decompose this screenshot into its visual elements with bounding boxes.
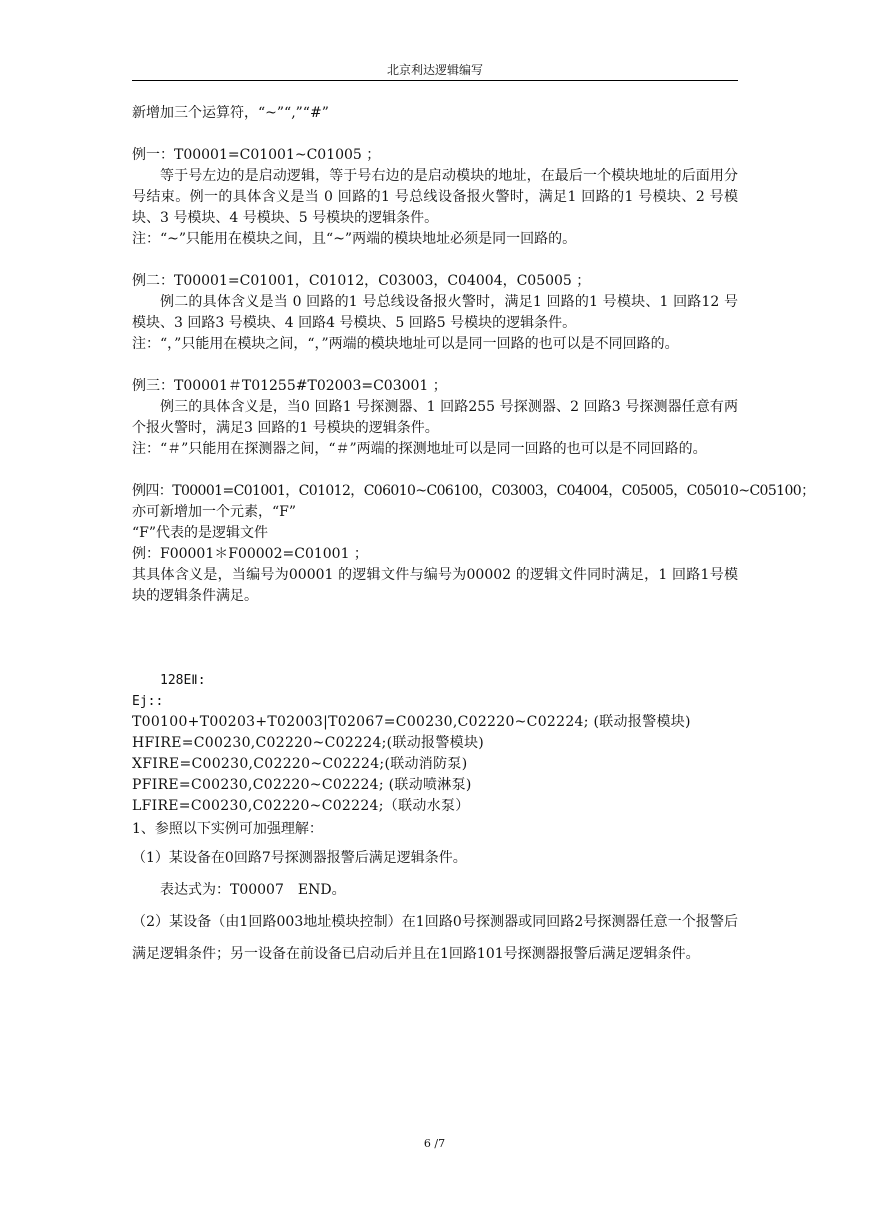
model-line-1: T00100+T00203+T02003|T02067=C00230,C02220~C02224; (联动报警模块) — [132, 714, 691, 730]
model-line-3: XFIRE=C00230,C02220~C02224;(联动消防泵) — [132, 756, 468, 772]
example4-line3: 例：F00001＊F00002=C01001 ； — [132, 546, 368, 562]
document-body — [132, 103, 815, 970]
section1-title: 1、参照以下实例可加强理解： — [132, 821, 323, 837]
model-line-2: HFIRE=C00230,C02220~C02224;(联动报警模块) — [132, 735, 485, 751]
example1-title: 例一：T00001=C01001~C01005 ； — [132, 147, 381, 163]
example2-body: 例二的具体含义是当 0 回路的1 号总线设备报火警时，满足1 回路的1 号模块、1 回路12 号模块、3 回路3 号模块、4 回路4 号模块、5 回路5 号模块的逻辑条件。 — [132, 294, 738, 331]
example3-body: 例三的具体含义是，当0 回路1 号探测器、1 回路255 号探测器、2 回路3 号探测器任意有两个报火警时，满足3 回路的1 号模块的逻辑条件。 — [132, 399, 738, 436]
example4-line1: 亦可新增加一个元素，“F” — [132, 504, 297, 520]
page-header: 北京利达逻辑编写 — [132, 60, 738, 81]
page-number: 6 /7 — [423, 1137, 446, 1150]
example1-body: 等于号左边的是启动逻辑，等于号右边的是启动模块的地址，在最后一个模块地址的后面用分号结束。例一的具体含义是当 0 回路的1 号总线设备报火警时，满足1 回路的1 号模块、2 号模块、3 号模块、4 号模块、5 号模块的逻辑条件。 — [132, 168, 738, 226]
example2-note: 注：“，”只能用在模块之间，“，”两端的模块地址可以是同一回路的也可以是不同回路的。 — [132, 336, 679, 352]
model-line-5: LFIRE=C00230,C02220~C02224;（联动水泵） — [132, 798, 470, 814]
model-ej: Ej:: — [132, 694, 164, 709]
example4-title: 例四：T00001=C01001，C01012，C06010~C06100，C03003，C04004，C05005，C05010~C05100； — [132, 483, 815, 499]
section1-item1-expression: 表达式为：T00007 END。 — [160, 882, 346, 898]
example4-line4: 其具体含义是，当编号为00001 的逻辑文件与编号为00002 的逻辑文件同时满足，1 回路1号模块的逻辑条件满足。 — [132, 567, 738, 604]
example3-title: 例三：T00001＃T01255#T02003=C03001 ； — [132, 378, 447, 394]
example4-line2: “F”代表的是逻辑文件 — [132, 525, 269, 541]
example1-note: 注：“~”只能用在模块之间，且“~”两端的模块地址必须是同一回路的。 — [132, 231, 577, 247]
intro-line: 新增加三个运算符，“~”“,”“#” — [132, 105, 329, 121]
section1-item2: （2）某设备（由1回路003地址模块控制）在1回路0号探测器或同回路2号探测器任意一个报警后满足逻辑条件；另一设备在前设备已启动后并且在1回路101号探测器报警后满足逻辑条件。 — [132, 914, 738, 962]
example2-title: 例二：T00001=C01001，C01012，C03003，C04004，C05005 ； — [132, 273, 591, 289]
model-line-4: PFIRE=C00230,C02220~C02224; (联动喷淋泵) — [132, 777, 472, 793]
section1-item1: （1）某设备在0回路7号探测器报警后满足逻辑条件。 — [132, 850, 467, 866]
model-title: 128EⅡ: — [160, 673, 206, 688]
example3-note: 注：“＃”只能用在探测器之间，“＃”两端的探测地址可以是同一回路的也可以是不同回路的。 — [132, 441, 707, 457]
